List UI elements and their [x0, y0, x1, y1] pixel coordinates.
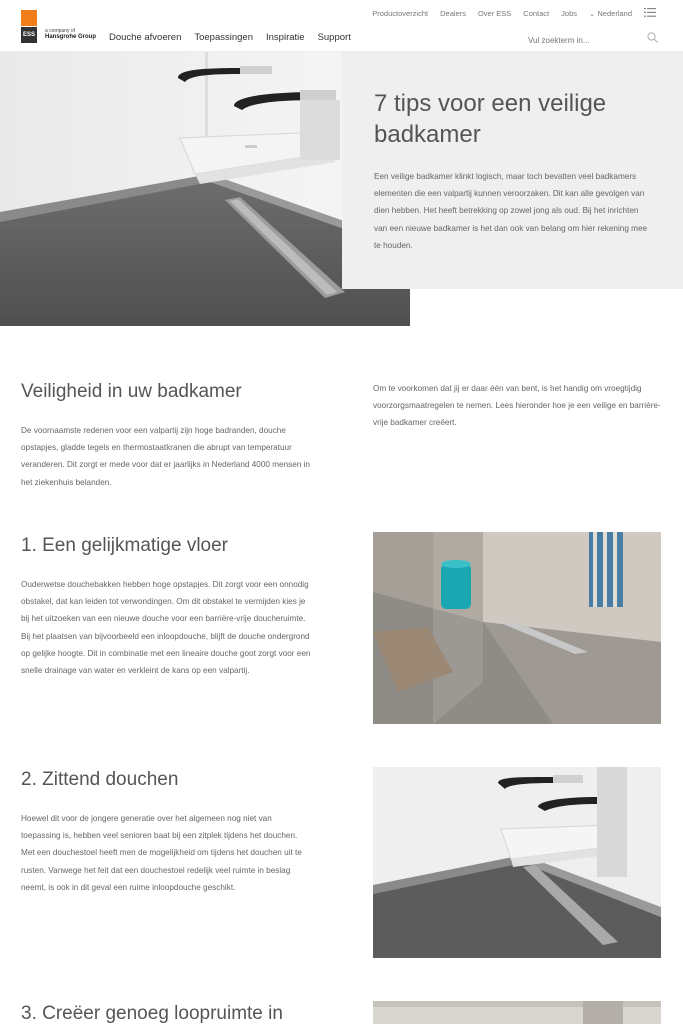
- page-title: 7 tips voor een veilige badkamer: [374, 90, 607, 148]
- nav-toepassingen[interactable]: Toepassingen: [194, 32, 253, 43]
- company-tagline: a company of Hansgrohe Group: [45, 28, 97, 40]
- main-navigation: [109, 32, 351, 43]
- intro-title: Veiligheid in uw badkamer: [21, 381, 242, 402]
- search-input[interactable]: [528, 36, 638, 45]
- site-header: [0, 0, 683, 52]
- tip-1-image: [373, 532, 661, 724]
- intro-left-text: De voornaamste redenen voor een valpartij zijn hoge badranden, douche opstapjes, gladde tegels en thermostaatkranen die abrupt van temperatuur veranderen. Dit zorgt er mede voor dat er jaarlijks in Nederland 4000 mensen in het ziekenhuis belanden.: [21, 426, 310, 487]
- ess-logo[interactable]: ESS: [21, 10, 39, 43]
- tip-section-3: [21, 1002, 311, 1024]
- nav-inspiratie[interactable]: Inspiratie: [266, 32, 305, 43]
- intro-section: [21, 380, 311, 491]
- tip-2-title: 2. Zittend douchen: [21, 769, 179, 790]
- nav-douche-afvoeren[interactable]: Douche afvoeren: [109, 32, 182, 43]
- tip-2-image: [373, 767, 661, 958]
- top-navigation: [372, 9, 632, 18]
- country-selector[interactable]: ⌄ Nederland: [589, 9, 632, 18]
- top-link-productoverzicht[interactable]: Productoverzicht: [372, 9, 429, 18]
- top-link-over-ess[interactable]: Over ESS: [477, 9, 512, 18]
- hero-text-box: [342, 52, 683, 289]
- menu-icon[interactable]: [644, 8, 656, 17]
- search-icon[interactable]: [647, 32, 658, 43]
- chevron-down-icon: ⌄: [589, 9, 596, 18]
- hero-intro-text: Een veilige badkamer klinkt logisch, maar toch bevatten veel badkamers elementen die een valpartij kunnen veroorzaken. Dit kan alle gevolgen van dien hebben. Het heeft betrekking op zowel jong als oud. Bij het inrichten van een nieuwe badkamer is het dan ook van belang om hier rekening mee te houden.: [374, 172, 648, 250]
- tip-1-text: Ouderwetse douchebakken hebben hoge opstapjes. Dit zorgt voor een onnodig obstakel, dat kan leiden tot verwondingen. Om dit obstakel te vermijden kies je bij het uitzoeken van een nieuwe douche voor een barrière-vrije doucheruimte. Bij het plaatsen van bijvoorbeeld een inloopdouche, blijft de douche ondergrond op gelijke hoogte. Dit in combinatie met een lineaire douche goot zorgt voor een snelle drainage van water en verkleint de kans op een valpartij.: [21, 580, 311, 676]
- top-link-dealers[interactable]: Dealers: [440, 9, 466, 18]
- nav-support[interactable]: Support: [317, 32, 351, 43]
- tip-1-title: 1. Een gelijkmatige vloer: [21, 535, 228, 556]
- top-link-contact[interactable]: Contact: [523, 9, 550, 18]
- tip-3-title: 3. Creëer genoeg loopruimte in: [21, 1003, 283, 1024]
- tip-section-2: [21, 768, 311, 896]
- tip-3-image: [373, 1001, 661, 1024]
- search-box: [528, 30, 660, 46]
- tip-2-text: Hoewel dit voor de jongere generatie over het algemeen nog niet van toepassing is, hebben veel senioren baat bij een zitplek tijdens het douchen. Met een douchestoel heeft men de mogelijkheid om tijdens het douchen uit te rusten. Vanwege het feit dat een douchestoel redelijk veel ruimte in beslag neemt, is ook in dit geval een ruime inloopdouche geschikt.: [21, 814, 302, 892]
- tip-section-1: [21, 534, 311, 679]
- intro-right-text: Om te voorkomen dat jij er daar één van bent, is het handig om vroegtijdig voorzorgsmaatregelen te nemen. Lees hieronder hoe je een veilige en barrière-vrije badkamer creëert.: [373, 384, 661, 428]
- top-link-jobs[interactable]: Jobs: [561, 9, 577, 18]
